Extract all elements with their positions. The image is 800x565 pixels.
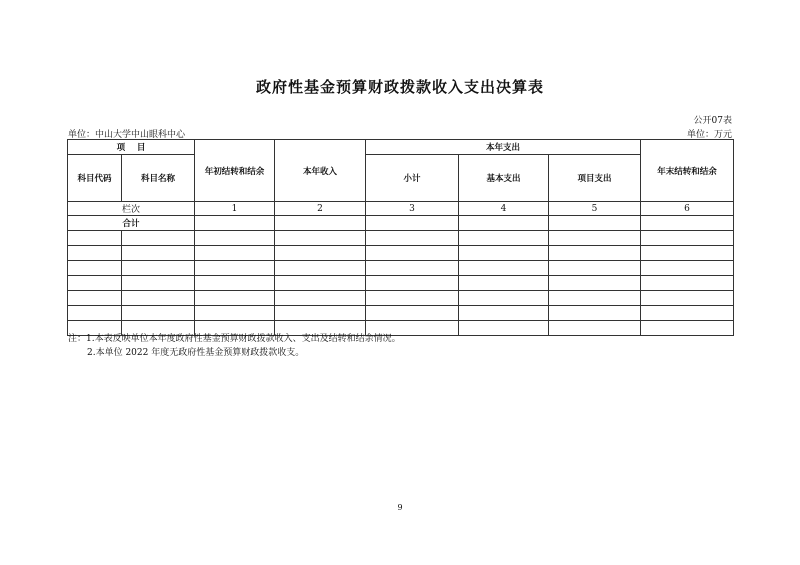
table-cell xyxy=(68,246,122,261)
table-cell xyxy=(275,291,366,306)
table-row xyxy=(68,276,734,291)
table-cell xyxy=(195,231,275,246)
table-cell xyxy=(459,261,549,276)
header-subject-code: 科目代码 xyxy=(68,155,122,202)
unit-name: 单位：中山大学中山眼科中心 xyxy=(68,130,186,140)
column-number: 2 xyxy=(275,202,366,216)
table-cell xyxy=(122,246,195,261)
header-opening-balance: 年初结转和结余 xyxy=(195,140,275,202)
table-cell xyxy=(366,231,459,246)
header-closing-balance: 年末结转和结余 xyxy=(641,140,734,202)
header-subtotal: 小计 xyxy=(366,155,459,202)
table-cell xyxy=(459,306,549,321)
table-cell xyxy=(275,276,366,291)
header-current-expenditure: 本年支出 xyxy=(366,140,641,155)
table-cell xyxy=(549,276,641,291)
column-number: 1 xyxy=(195,202,275,216)
table-cell xyxy=(641,246,734,261)
table-cell xyxy=(641,306,734,321)
header-project-expenditure: 项目支出 xyxy=(549,155,641,202)
column-index-row xyxy=(68,202,734,216)
header-subject-name: 科目名称 xyxy=(122,155,195,202)
table-cell xyxy=(122,306,195,321)
table-cell xyxy=(366,291,459,306)
header-row-1 xyxy=(68,140,734,155)
header-item-group: 项 目 xyxy=(68,140,195,155)
table-cell xyxy=(459,216,549,231)
column-number: 4 xyxy=(459,202,549,216)
table-cell xyxy=(641,276,734,291)
table-cell xyxy=(195,291,275,306)
table-cell xyxy=(68,306,122,321)
table-cell xyxy=(366,216,459,231)
note-1: 注：1.本表反映单位本年度政府性基金预算财政拨款收入、支出及结转和结余情况。 xyxy=(68,334,401,344)
total-label: 合计 xyxy=(68,216,195,231)
currency-unit: 单位：万元 xyxy=(686,130,732,140)
table-cell xyxy=(275,246,366,261)
form-number: 公开07表 xyxy=(693,116,732,126)
note-2: 2.本单位 2022 年度无政府性基金预算财政拨款收支。 xyxy=(87,348,305,358)
table-row xyxy=(68,291,734,306)
table-cell xyxy=(641,231,734,246)
table-cell xyxy=(122,231,195,246)
table-row xyxy=(68,246,734,261)
table-cell xyxy=(275,231,366,246)
table-cell xyxy=(122,276,195,291)
table-cell xyxy=(195,216,275,231)
header-basic-expenditure: 基本支出 xyxy=(459,155,549,202)
table-cell xyxy=(195,276,275,291)
table-cell xyxy=(68,231,122,246)
table-cell xyxy=(459,246,549,261)
table-cell xyxy=(366,276,459,291)
table-cell xyxy=(549,216,641,231)
table-row xyxy=(68,231,734,246)
report-table xyxy=(67,139,734,336)
page-number: 9 xyxy=(397,503,403,512)
column-number: 6 xyxy=(641,202,734,216)
table-cell xyxy=(549,291,641,306)
table-cell xyxy=(459,276,549,291)
table-cell xyxy=(641,216,734,231)
table-cell xyxy=(122,291,195,306)
table-cell xyxy=(459,321,549,336)
table-cell xyxy=(275,306,366,321)
table-cell xyxy=(275,261,366,276)
table-cell xyxy=(275,216,366,231)
table-cell xyxy=(195,306,275,321)
table-cell xyxy=(641,291,734,306)
table-cell xyxy=(195,261,275,276)
table-cell xyxy=(459,291,549,306)
header-current-income: 本年收入 xyxy=(275,140,366,202)
table-cell xyxy=(195,246,275,261)
table-row xyxy=(68,306,734,321)
table-cell xyxy=(641,261,734,276)
column-number: 3 xyxy=(366,202,459,216)
column-index-label: 栏次 xyxy=(68,202,195,216)
table-cell xyxy=(68,291,122,306)
table-cell xyxy=(549,261,641,276)
table-cell xyxy=(366,246,459,261)
table-cell xyxy=(459,231,549,246)
table-cell xyxy=(68,261,122,276)
table-cell xyxy=(549,321,641,336)
table-cell xyxy=(549,306,641,321)
table-cell xyxy=(122,261,195,276)
table-cell xyxy=(549,231,641,246)
report-title: 政府性基金预算财政拨款收入支出决算表 xyxy=(255,78,544,96)
table-cell xyxy=(68,276,122,291)
table-cell xyxy=(549,246,641,261)
table-cell xyxy=(641,321,734,336)
table-cell xyxy=(366,261,459,276)
header-row-2 xyxy=(68,155,734,202)
total-row xyxy=(68,216,734,231)
column-number: 5 xyxy=(549,202,641,216)
table-row xyxy=(68,261,734,276)
table-cell xyxy=(366,306,459,321)
